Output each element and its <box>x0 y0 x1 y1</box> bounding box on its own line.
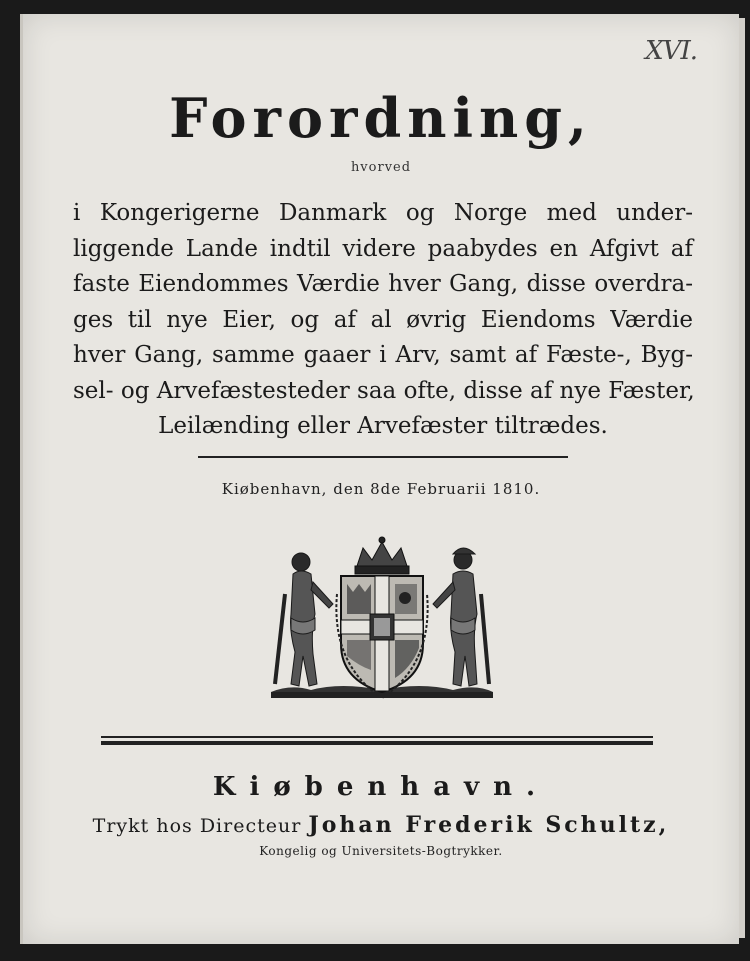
divider-rule <box>198 456 568 458</box>
body-line: faste Eiendommes Værdie hver Gang, disse overdra- <box>73 271 693 297</box>
body-line: Leilænding eller Arvefæster tiltrædes. <box>158 413 608 439</box>
double-divider-rule <box>101 736 653 745</box>
printer-subtitle: Kongelig og Universitets-Bogtrykker. <box>259 844 503 858</box>
document-page <box>20 14 739 944</box>
handwritten-annotation: XVI. <box>645 36 697 66</box>
dateline: Kiøbenhavn, den 8de Februarii 1810. <box>221 480 541 498</box>
body-line: ges til nye Eier, og af al øvrig Eiendoms Værdie <box>73 306 693 333</box>
title-body <box>73 196 693 445</box>
printer-name: Johan Frederik Schultz, <box>308 812 670 838</box>
printer-line <box>23 812 739 838</box>
body-line: sel- og Arvefæstesteder saa ofte, disse af nye Fæster, <box>73 377 695 404</box>
coat-of-arms-icon <box>271 534 493 706</box>
imprint-city: Kiøbenhavn. <box>212 772 550 802</box>
page-subtitle: hvorved <box>350 160 412 175</box>
page-title: Forordning, <box>169 86 593 150</box>
body-line: hver Gang, samme gaaer i Arv, samt af Fæste-, Byg- <box>73 342 693 368</box>
body-line: i Kongerigerne Danmark og Norge med under- <box>73 200 693 226</box>
printer-prefix: Trykt hos Directeur <box>92 815 302 837</box>
body-line: liggende Lande indtil videre paabydes en Afgivt af <box>73 235 693 262</box>
